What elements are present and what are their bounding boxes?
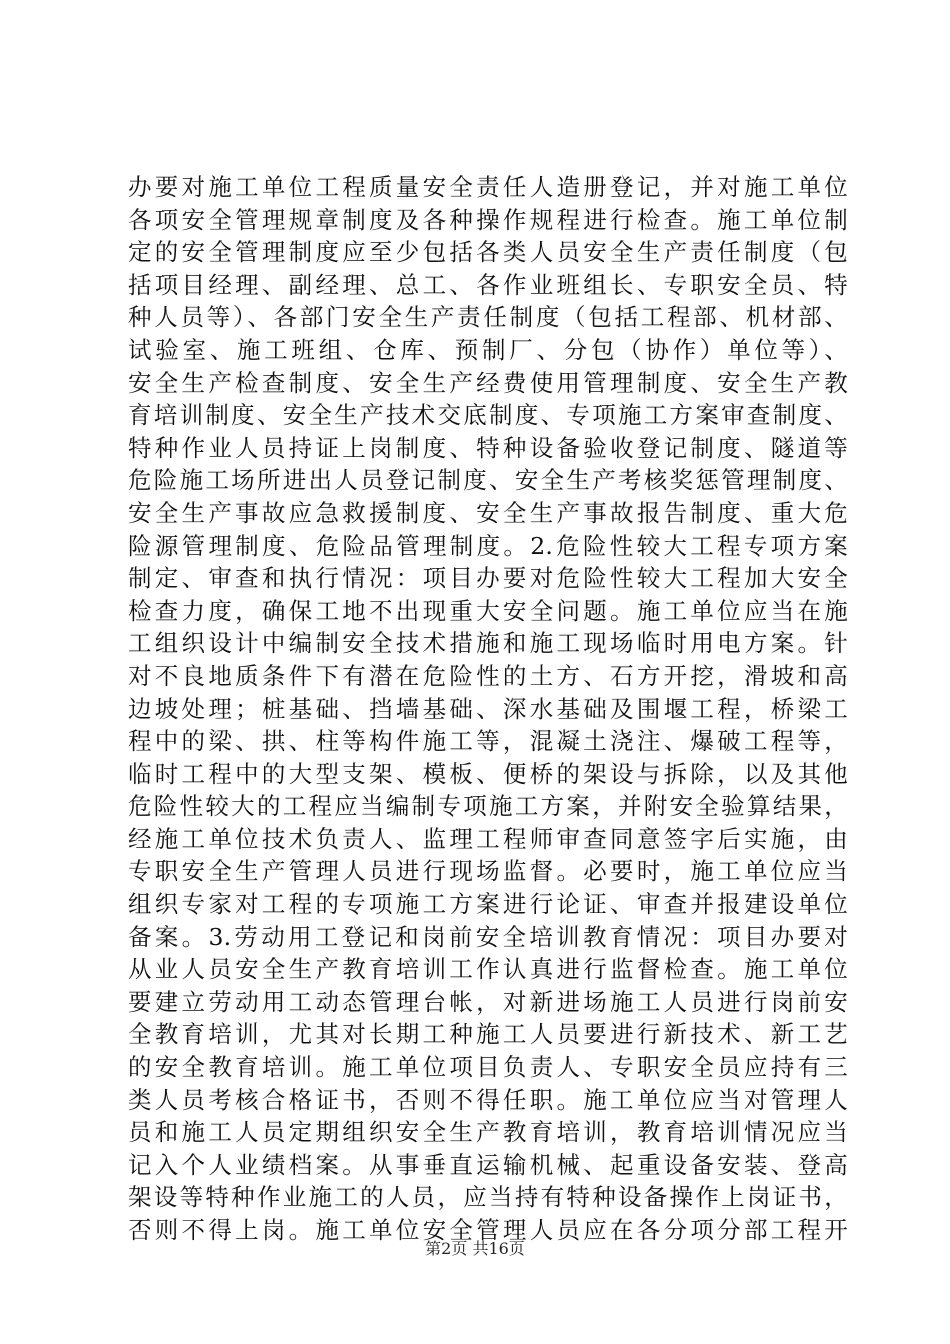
text-line: 各项安全管理规章制度及各种操作规程进行检查。施工单位制 xyxy=(128,205,848,234)
text-line: 工组织设计中编制安全技术措施和施工现场临时用电方案。针 xyxy=(128,629,848,658)
text-line: 临时工程中的大型支架、模板、便桥的架设与拆除，以及其他 xyxy=(128,759,848,788)
text-line: 的安全教育培训。施工单位项目负责人、专职安全员应持有三 xyxy=(128,1053,848,1082)
body-text xyxy=(128,171,848,1247)
text-line: 育培训制度、安全生产技术交底制度、专项施工方案审查制度、 xyxy=(128,401,848,430)
text-line: 记入个人业绩档案。从事垂直运输机械、起重设备安装、登高 xyxy=(128,1150,848,1179)
text-line: 办要对施工单位工程质量安全责任人造册登记，并对施工单位 xyxy=(128,173,848,201)
text-line: 危险性较大的工程应当编制专项施工方案，并附安全验算结果， xyxy=(128,792,848,821)
text-line: 从业人员安全生产教育培训工作认真进行监督检查。施工单位 xyxy=(128,955,848,984)
text-line: 制定、审查和执行情况：项目办要对危险性较大工程加大安全 xyxy=(128,564,848,593)
text-line: 程中的梁、拱、柱等构件施工等，混凝土浇注、爆破工程等， xyxy=(128,727,848,756)
text-line: 安全生产事故应急救援制度、安全生产事故报告制度、重大危 xyxy=(128,498,848,527)
text-line: 定的安全管理制度应至少包括各类人员安全生产责任制度（包 xyxy=(128,238,848,267)
text-line: 种人员等）、各部门安全生产责任制度（包括工程部、机材部、 xyxy=(128,303,848,332)
text-line: 试验室、施工班组、仓库、预制厂、分包（协作）单位等）、 xyxy=(128,335,848,364)
text-line: 类人员考核合格证书，否则不得任职。施工单位应当对管理人 xyxy=(128,1085,848,1114)
text-line: 危险施工场所进出人员登记制度、安全生产考核奖惩管理制度、 xyxy=(128,466,848,495)
text-line: 特种作业人员持证上岗制度、特种设备验收登记制度、隧道等 xyxy=(128,433,848,462)
text-line: 专职安全生产管理人员进行现场监督。必要时，施工单位应当 xyxy=(128,857,848,886)
text-line: 否则不得上岗。施工单位安全管理人员应在各分项分部工程开 xyxy=(128,1216,848,1244)
text-line: 险源管理制度、危险品管理制度。2.危险性较大工程专项方案 xyxy=(128,531,848,560)
text-line: 架设等特种作业施工的人员，应当持有特种设备操作上岗证书， xyxy=(128,1183,848,1212)
text-line: 安全生产检查制度、安全生产经费使用管理制度、安全生产教 xyxy=(128,368,848,397)
text-line: 经施工单位技术负责人、监理工程师审查同意签字后实施，由 xyxy=(128,824,848,853)
text-line: 对不良地质条件下有潜在危险性的土方、石方开挖，滑坡和高 xyxy=(128,661,848,690)
text-line: 边坡处理；桩基础、挡墙基础、深水基础及围堰工程，桥梁工 xyxy=(128,694,848,723)
page-footer: 第2页 共16页 xyxy=(425,1239,525,1258)
text-line: 备案。3.劳动用工登记和岗前安全培训教育情况：项目办要对 xyxy=(128,922,848,951)
text-line: 全教育培训，尤其对长期工种施工人员要进行新技术、新工艺 xyxy=(128,1020,848,1049)
text-line: 组织专家对工程的专项施工方案进行论证、审查并报建设单位 xyxy=(128,890,848,919)
text-line: 要建立劳动用工动态管理台帐，对新进场施工人员进行岗前安 xyxy=(128,987,848,1016)
text-line: 员和施工人员定期组织安全生产教育培训，教育培训情况应当 xyxy=(128,1118,848,1147)
text-line: 括项目经理、副经理、总工、各作业班组长、专职安全员、特 xyxy=(128,270,848,299)
text-line: 检查力度，确保工地不出现重大安全问题。施工单位应当在施 xyxy=(128,596,848,625)
